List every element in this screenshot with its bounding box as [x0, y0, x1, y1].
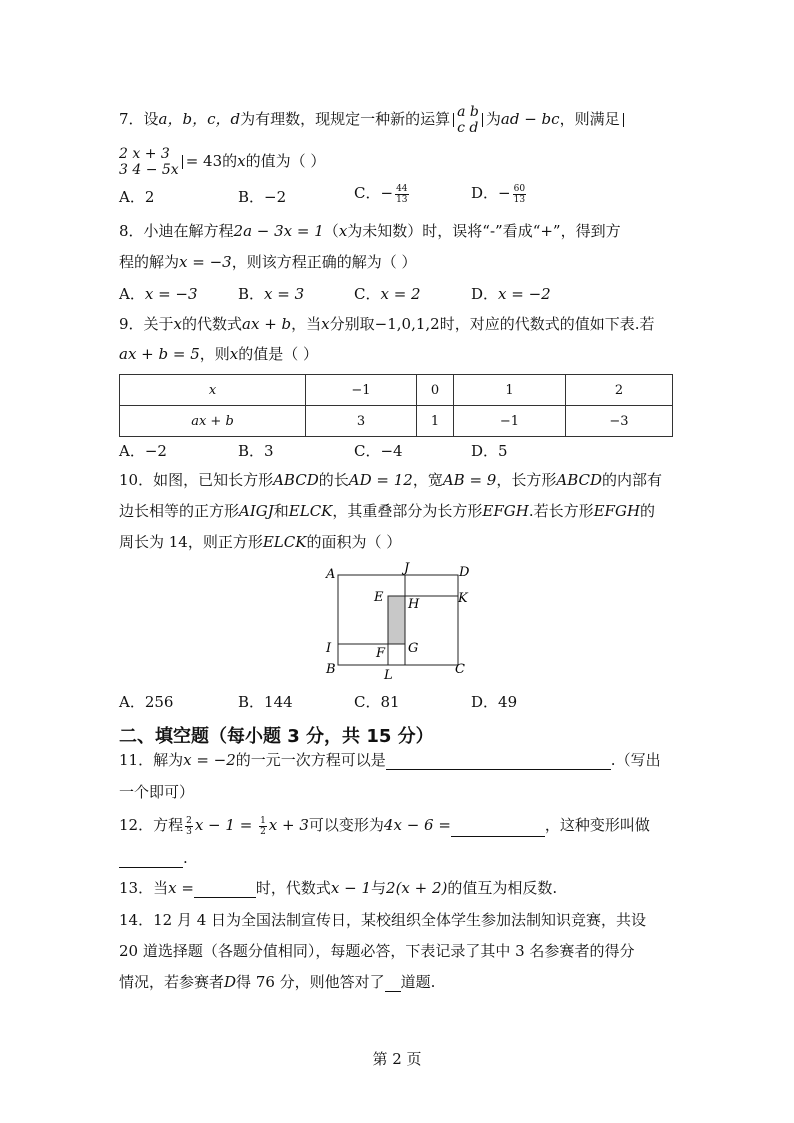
q9-eq: ax + b = 5: [119, 345, 200, 363]
table-cell: x: [120, 375, 306, 406]
q13-text: 与: [371, 879, 387, 897]
option-text: −2: [144, 442, 167, 460]
q7-option-a[interactable]: [119, 186, 154, 207]
q7-vars: a，b，c，d: [158, 110, 241, 128]
table-cell: 2: [566, 375, 673, 406]
det-bar-left: [623, 113, 624, 127]
q11-text: .（写出: [610, 751, 661, 769]
q10-line1: [119, 470, 662, 490]
q12-math: 4x − 6 =: [383, 816, 451, 834]
q7-text: 的: [222, 152, 238, 170]
q7-text: 7．设: [119, 110, 159, 128]
q9-text: ，当: [291, 315, 322, 333]
q9-option-c[interactable]: [354, 440, 403, 461]
fraction-denominator: 13: [396, 194, 408, 205]
option-fraction: [513, 184, 526, 205]
option-label: B．: [238, 285, 265, 303]
q7-text: 为: [485, 110, 501, 128]
q8-eq: 2a − 3x = 1: [233, 222, 324, 240]
q14-text: 得 76 分，则他答对了: [236, 973, 385, 991]
det-bar-left: [453, 113, 454, 127]
option-text: x = 3: [264, 285, 305, 303]
option-label: C．: [354, 285, 381, 303]
q11-text: 的一元一次方程可以是: [235, 751, 386, 769]
q7-var: x: [237, 152, 246, 170]
q9-line2: [119, 344, 318, 364]
option-label: C．: [354, 693, 381, 711]
q10-text: ，宽: [412, 471, 443, 489]
q12-text: 12．方程: [119, 816, 184, 834]
q11-line2: 一个即可）: [119, 783, 195, 801]
q8-text: 8．小迪在解方程: [119, 222, 234, 240]
option-label: A．: [119, 285, 145, 303]
q13-line: [119, 878, 557, 898]
table-cell: 1: [417, 406, 454, 437]
q10-rectangle-figure: [318, 560, 488, 685]
q8-line2: [119, 252, 416, 272]
table-cell: 3: [306, 406, 417, 437]
q9-text: 的值是（ ）: [238, 345, 319, 363]
option-text: 3: [264, 442, 274, 460]
q9-text: 时，对应的代数式的值如下表.若: [439, 315, 655, 333]
q10-text: 的面积为（ ）: [306, 533, 402, 551]
q13-answer-blank[interactable]: [194, 883, 256, 898]
determinant-definition: [457, 104, 479, 136]
option-label: A．: [119, 188, 145, 206]
option-label: B．: [238, 693, 265, 711]
label-a: A: [326, 567, 336, 582]
q9-expr: ax + b: [242, 315, 292, 333]
table-cell: 1: [454, 375, 566, 406]
q8-option-d[interactable]: [471, 283, 551, 304]
q10-text: ，其重叠部分为长方形: [332, 502, 483, 520]
det-row: 3 4 − 5x: [119, 162, 179, 178]
option-neg: −: [380, 184, 394, 202]
fraction-numerator: 60: [513, 183, 526, 194]
q10-text: 和: [273, 502, 289, 520]
det-row: 2 x + 3: [119, 146, 170, 162]
q13-text: 的值互为相反数.: [447, 879, 558, 897]
table-cell: −1: [306, 375, 417, 406]
determinant-equation: [119, 146, 179, 178]
q7-line2: [119, 146, 325, 178]
q12-line2: [119, 848, 188, 868]
q13-math: x =: [168, 879, 194, 897]
option-label: D．: [471, 285, 499, 303]
q10-text: 的: [640, 502, 656, 520]
overlap-efgh: [388, 596, 405, 644]
q8-eq: x = −3: [179, 253, 232, 271]
q9-line1: [119, 314, 654, 334]
fraction-denominator: 13: [513, 194, 526, 205]
fraction-denominator: 3: [186, 826, 192, 837]
q14-line1: 14．12 月 4 日为全国法制宣传日，某校组织全体学生参加法制知识竞赛，共设: [119, 911, 647, 929]
option-text: 256: [144, 693, 174, 711]
q9-var: x: [229, 345, 239, 363]
q10-text: .若长方形: [528, 502, 594, 520]
q14-answer-blank[interactable]: [385, 977, 401, 992]
det-bar-right: [482, 113, 483, 127]
q9-values: −1,0,1,2: [374, 315, 440, 333]
q12-math: x + 3: [268, 816, 309, 834]
q9-var: x: [321, 315, 330, 333]
q9-text: 分别取: [329, 315, 375, 333]
det-row: c d: [457, 120, 479, 136]
label-g: G: [408, 641, 419, 656]
q9-value-table: [119, 374, 673, 437]
q7-text: 的值为（ ）: [245, 152, 326, 170]
q10-option-c[interactable]: [354, 691, 400, 712]
table-cell: ax + b: [120, 406, 306, 437]
q14-text: 道题.: [400, 973, 436, 991]
q14-line2: 20 道选择题（各题分值相同），每题必答，下表记录了其中 3 名参赛者的得分: [119, 942, 635, 960]
q8-text: （: [323, 222, 339, 240]
label-l: L: [384, 668, 393, 683]
q10-option-b[interactable]: [238, 691, 293, 712]
q10-math: ELCK: [288, 502, 333, 520]
q10-text: 边长相等的正方形: [119, 502, 240, 520]
q7-line1: [119, 104, 627, 136]
q8-option-b[interactable]: [238, 283, 304, 304]
option-fraction: [395, 184, 408, 205]
q14-text: 情况，若参赛者: [119, 973, 225, 991]
q12-text: .: [183, 849, 188, 867]
option-text: 81: [380, 693, 400, 711]
q9-var: x: [173, 315, 183, 333]
table-cell: −3: [566, 406, 673, 437]
q9-option-b[interactable]: [238, 440, 274, 461]
option-text: x = −2: [498, 285, 551, 303]
q10-math: AIGJ: [239, 502, 274, 520]
q8-text: 为未知数）时，误将“-”看成“+”，得到方: [347, 222, 621, 240]
q10-option-a[interactable]: [119, 691, 173, 712]
option-text: −2: [264, 188, 287, 206]
q11-text: 11．解为: [119, 751, 184, 769]
fraction-numerator: 2: [186, 815, 192, 826]
q14-line3: [119, 972, 435, 992]
option-text: x = −3: [144, 285, 198, 303]
q9-text: 的代数式: [182, 315, 243, 333]
q10-text: 的长: [318, 471, 349, 489]
q9-text: 9．关于: [119, 315, 174, 333]
q10-math: ABCD: [273, 471, 319, 489]
label-d: D: [459, 565, 470, 580]
table-cell: −1: [454, 406, 566, 437]
option-label: C．: [354, 184, 381, 202]
table-cell: 0: [417, 375, 454, 406]
label-e: E: [374, 590, 384, 605]
q8-option-a[interactable]: [119, 283, 198, 304]
q7-eq: = 43: [185, 152, 223, 170]
q13-text: 13．当: [119, 879, 169, 897]
q12-text: 可以变形为: [308, 816, 384, 834]
q10-text: ，长方形: [496, 471, 557, 489]
option-label: B．: [238, 188, 265, 206]
q12-answer-blank-1[interactable]: [451, 822, 545, 837]
option-label: A．: [119, 442, 145, 460]
q10-text: 周长为 14，则正方形: [119, 533, 263, 551]
q10-option-d[interactable]: [471, 691, 517, 712]
q7-expr: ad − bc: [500, 110, 560, 128]
label-b: B: [326, 662, 336, 677]
q10-math: EFGH: [482, 502, 529, 520]
label-f: F: [376, 646, 386, 661]
q10-text: 10．如图，已知长方形: [119, 471, 274, 489]
q13-text: 时，代数式: [255, 879, 331, 897]
q12-fraction: [185, 816, 193, 837]
q12-answer-blank-2[interactable]: [119, 853, 183, 868]
q10-text: 的内部有: [602, 471, 663, 489]
q12-math: x − 1 =: [194, 816, 253, 834]
q13-math: x − 1: [330, 879, 372, 897]
q8-line1: [119, 221, 621, 241]
q7-option-d[interactable]: [471, 182, 528, 205]
det-bar-right: [182, 155, 183, 169]
label-i: I: [326, 641, 332, 656]
q11-eq: x = −2: [183, 751, 236, 769]
q8-option-c[interactable]: [354, 283, 421, 304]
q8-var: x: [338, 222, 348, 240]
fraction-numerator: 44: [396, 183, 408, 194]
table-row: [120, 406, 673, 437]
option-label: B．: [238, 442, 265, 460]
q10-math: ABCD: [556, 471, 602, 489]
q10-math: AB = 9: [442, 471, 497, 489]
q10-math: EFGH: [593, 502, 641, 520]
q12-line1: [119, 815, 650, 837]
option-label: D．: [471, 184, 499, 202]
option-label: D．: [471, 693, 499, 711]
q7-text: 为有理数，现规定一种新的运算: [240, 110, 451, 128]
option-text: −4: [380, 442, 403, 460]
option-text: 49: [498, 693, 518, 711]
option-text: 144: [264, 693, 293, 711]
option-label: D．: [471, 442, 499, 460]
label-k: K: [458, 591, 468, 606]
q8-text: 程的解为: [119, 253, 180, 271]
label-c: C: [455, 662, 465, 677]
q13-math: 2(x + 2): [386, 879, 448, 897]
q7-option-c[interactable]: [354, 182, 411, 205]
q11-answer-blank[interactable]: [386, 755, 611, 770]
q9-option-d[interactable]: [471, 440, 508, 461]
q10-math: AD = 12: [348, 471, 413, 489]
q8-text: ，则该方程正确的解为（ ）: [231, 253, 417, 271]
fraction-numerator: 1: [260, 815, 266, 826]
option-label: C．: [354, 442, 381, 460]
fraction-denominator: 2: [260, 826, 266, 837]
q7-option-b[interactable]: [238, 186, 286, 207]
option-label: A．: [119, 693, 145, 711]
q9-text: ，则: [199, 345, 230, 363]
q12-text: ，这种变形叫做: [544, 816, 650, 834]
q7-text: ，则满足: [559, 110, 620, 128]
label-j: J: [404, 561, 410, 576]
option-text: x = 2: [380, 285, 421, 303]
option-text: 5: [498, 442, 508, 460]
label-h: H: [408, 597, 420, 612]
q14-var: D: [224, 973, 237, 991]
det-row: a b: [457, 104, 479, 120]
q9-option-a[interactable]: [119, 440, 167, 461]
page-number: 第 2 页: [372, 1050, 422, 1068]
q11-line1: [119, 750, 661, 770]
section-heading: 二、填空题（每小题 3 分，共 15 分）: [119, 726, 434, 747]
option-neg: −: [498, 184, 511, 202]
q12-fraction: [259, 816, 267, 837]
option-text: 2: [144, 188, 155, 206]
q10-math: ELCK: [262, 533, 307, 551]
q10-line2: [119, 501, 655, 521]
table-row: [120, 375, 673, 406]
q10-line3: [119, 532, 401, 552]
